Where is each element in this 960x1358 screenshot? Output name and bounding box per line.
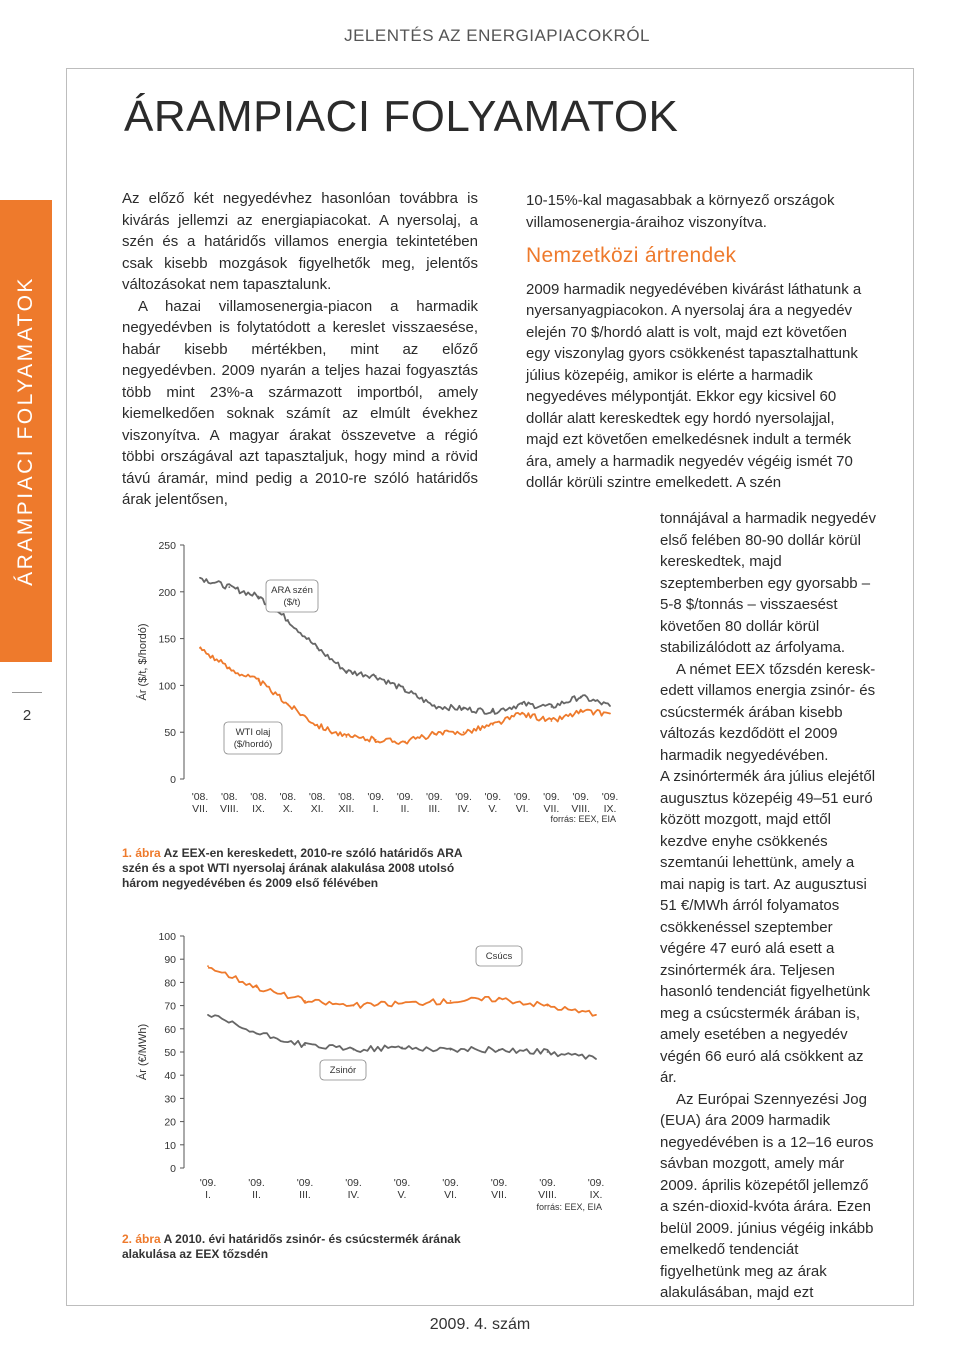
data-point — [463, 731, 465, 733]
data-point — [609, 705, 611, 707]
x-tick-label — [571, 791, 590, 815]
figure-2-caption-label: 2. ábra — [122, 1232, 161, 1246]
x-tick-year: '09. — [425, 791, 443, 803]
data-point — [498, 998, 500, 1000]
x-tick-label — [367, 791, 384, 815]
x-tick-month: VII. — [543, 803, 560, 815]
data-point — [551, 706, 553, 708]
x-tick-month: III. — [428, 803, 441, 815]
data-point — [580, 696, 582, 698]
data-point — [492, 724, 494, 726]
x-tick-year: '09. — [442, 1177, 459, 1189]
x-tick-month: I. — [372, 803, 379, 815]
section-heading: Nemzetközi ártrendek — [526, 244, 737, 267]
y-tick-label: 70 — [164, 1000, 176, 1013]
series-annotation-label: ($/hordó) — [233, 739, 273, 750]
data-point — [287, 703, 289, 705]
x-tick-month: IX. — [603, 803, 617, 815]
data-point — [498, 1049, 500, 1051]
series-line — [208, 968, 596, 1016]
y-tick-label: 0 — [170, 774, 176, 786]
x-tick-label — [602, 791, 619, 815]
data-point — [256, 986, 258, 988]
y-tick-label: 50 — [164, 1047, 176, 1059]
x-tick-year: '09. — [543, 791, 560, 803]
data-point — [401, 1002, 403, 1004]
x-tick-month: II. — [252, 1189, 261, 1201]
data-point — [287, 619, 289, 621]
x-tick-year: '09. — [396, 791, 414, 803]
x-tick-month: II. — [400, 803, 410, 815]
y-tick-label: 90 — [164, 954, 176, 967]
y-tick-label: 150 — [158, 633, 176, 646]
x-tick-year: '09. — [393, 1177, 411, 1189]
x-tick-label — [192, 791, 209, 815]
data-point — [595, 1058, 597, 1060]
data-point — [580, 711, 582, 713]
paragraph: 2009 harmadik negyedévében kivárást láthatunk a nyersanyagpiacokon. A nyersolaj ára a negyedév elején 70 $/hordó alatt is volt, majd ezt követően egy viszonylag gyors csökkenést tapasztalhattunk július közepéig, amikor is elérte a harmadik negyedéves mélypontját. Ekkor egy kicsivel 60 dollár alatt kereskedtek egy hordó nyersolajjal, majd ezt követően emelkedésnek indult a termék ára, amely a harmadik negyedév végéig ismét 70 dollár körüli szintre emelkedett. A szén — [526, 280, 862, 491]
data-point — [375, 739, 377, 741]
x-tick-label — [200, 1177, 217, 1201]
x-tick-year: '09. — [490, 1177, 508, 1189]
source-note: forrás: EEX, EIA — [550, 814, 616, 824]
page-number: 2 — [12, 692, 42, 724]
y-tick-label: 200 — [158, 586, 176, 599]
paragraph: Az Európai Szennyezési Jog (EUA) ára 2009 harmadik negyedévében is a 12–16 euros sávban mozgott, amely már 2009. április közepétől jellemző a szén-dioxid-kvóta árára. Ezen belül 2009. június végéig inkább emelkedő tendenciát figyelhetünk meg az árak alakulásában, majd ezt — [660, 1090, 874, 1301]
section-tab-label: ÁRAMPIACI FOLYAMATOK — [14, 276, 37, 586]
x-tick-label — [426, 791, 443, 815]
x-tick-year: '09. — [455, 791, 472, 803]
paragraph: A hazai villamosenergia-piacon a harmadik negyedévben is folytatódott a kereslet visszaesése, habár kisebb mértékben, mint az előző negyedévben. 2009 nyarán a teljes hazai fogyasztás több mint 23%-a származott importból, amely kiemelkedően soknak számít az elmúlt évekhez viszonyítva. A magyar árakat összevetve a régió többi országával azt tapasztaljuk, hogy mind a rövid távú áramár, mind pedig a 2010-re szóló határidős árak jelentősen, — [122, 297, 478, 508]
x-tick-label — [280, 791, 297, 815]
data-point — [256, 1033, 258, 1035]
x-tick-month: VII. — [192, 803, 208, 815]
figure-1-caption — [122, 846, 482, 891]
data-point — [304, 1000, 306, 1002]
x-tick-month: VI. — [444, 1189, 457, 1201]
y-tick-label: 100 — [158, 931, 176, 943]
x-tick-month: VIII. — [538, 1189, 557, 1201]
paragraph: tonnájával a harmadik negyedév első felében 80-90 dollár körül kereskedtek, majd szeptemberben egy gyorsabb – 5-8 $/tonnás – visszaesést követően 80 dollár körül stabilizálódott az árfolyama. — [660, 510, 876, 656]
data-point — [199, 577, 201, 579]
x-tick-label — [442, 1177, 459, 1201]
x-tick-label — [220, 791, 239, 815]
data-point — [258, 596, 260, 598]
data-point — [228, 586, 230, 588]
paragraph: A német EEX tőzsdén kereskedett villamos energia zsinór- és csúcstermék árában kisebb változás kezdődött el 2009 harmadik negyedévében. — [660, 660, 876, 764]
y-tick-label: 20 — [164, 1116, 176, 1129]
data-point — [609, 713, 611, 715]
figure-1-svg — [120, 520, 650, 830]
x-tick-month: IX. — [589, 1189, 603, 1201]
data-point — [463, 708, 465, 710]
x-tick-month: XII. — [338, 803, 355, 815]
paragraph: A zsinórtermék ára július elejétől augusztus közepéig 49–51 euró között mozgott, majd ettől kezdve enyhe csökkenés szemtanúi lehettünk, amely a mai napig is tart. Az augusztusi 51 €/MWh árról folyamatos csökkenéssel szeptember végére 47 euró alá esett a zsinórtermék ára. Teljesen hasonló tendenciát figyelhetünk meg a csúcstermék árában is, amely esetében a negyedév végén 66 euró alá csökkent az ár. — [660, 768, 876, 1086]
paragraph: Az előző két negyedévhez hasonlóan továbbra is kivárás jellemzi az energiapiacokat. A nyersolaj, a szén és a határidős villamos energia tekintetében csak kisebb mozgások figyelhetők meg, jelentős változásokat nem tapasztalunk. — [122, 190, 478, 293]
y-tick-label: 250 — [158, 540, 176, 552]
x-tick-month: VI. — [515, 803, 529, 815]
x-tick-year: '08. — [191, 791, 209, 803]
series-annotation-label: ARA szén — [271, 585, 313, 596]
x-tick-label — [309, 791, 326, 815]
series-line — [208, 1015, 596, 1059]
x-tick-label — [338, 791, 355, 815]
data-point — [207, 965, 209, 967]
section-tab-label-wrap — [0, 200, 52, 662]
x-tick-label — [297, 1177, 314, 1201]
source-note: forrás: EEX, EIA — [536, 1202, 602, 1212]
data-point — [304, 1044, 306, 1046]
x-tick-year: '09. — [199, 1177, 217, 1189]
left-column — [122, 188, 478, 511]
data-point — [547, 1005, 549, 1007]
figure-2-chart — [120, 920, 650, 1220]
series-annotation-label: ($/t) — [283, 597, 301, 608]
data-point — [346, 670, 348, 672]
x-tick-label — [397, 791, 414, 815]
data-point — [199, 647, 201, 649]
issue-footer: 2009. 4. szám — [429, 1316, 531, 1333]
data-point — [375, 675, 377, 677]
figure-1-chart — [120, 520, 650, 830]
x-tick-year: '09. — [587, 1177, 605, 1189]
data-point — [207, 1014, 209, 1016]
x-tick-label — [491, 1177, 508, 1201]
x-tick-month: VIII. — [219, 803, 239, 815]
x-tick-month: VII. — [491, 1189, 507, 1201]
x-tick-label — [455, 791, 472, 815]
x-tick-label — [514, 791, 531, 815]
y-tick-label: 40 — [164, 1070, 176, 1083]
x-tick-year: '09. — [345, 1177, 362, 1189]
data-point — [401, 1046, 403, 1048]
right-column-continued — [660, 508, 880, 1304]
x-tick-month: V. — [397, 1189, 407, 1201]
x-tick-year: '09. — [248, 1177, 265, 1189]
data-point — [492, 711, 494, 713]
x-tick-year: '08. — [250, 791, 267, 803]
x-tick-month: XI. — [310, 803, 324, 815]
y-tick-label: 0 — [170, 1163, 176, 1175]
data-point — [551, 720, 553, 722]
y-tick-label: 30 — [164, 1093, 176, 1106]
data-point — [521, 713, 523, 715]
data-point — [404, 689, 406, 691]
y-tick-label: 80 — [164, 977, 176, 990]
x-tick-label — [250, 791, 267, 815]
series-annotation-label: WTI olaj — [235, 727, 271, 738]
paragraph: 10-15%-kal magasabbak a környező országok villamosenergia-áraihoz viszonyítva. — [526, 192, 835, 231]
data-point — [353, 1049, 355, 1051]
publication-header: JELENTÉS AZ ENERGIAPIACOKRÓL — [344, 26, 650, 45]
data-point — [316, 724, 318, 726]
x-tick-month: IV. — [457, 803, 470, 815]
data-point — [228, 668, 230, 670]
y-axis-label: Ár ($/t, $/hordó) — [137, 623, 149, 701]
data-point — [547, 1051, 549, 1053]
x-tick-label — [248, 1177, 265, 1201]
data-point — [258, 680, 260, 682]
figure-2-svg — [120, 920, 650, 1220]
x-tick-year: '09. — [367, 791, 385, 803]
series-annotation-label: Zsinór — [329, 1065, 357, 1076]
x-tick-year: '09. — [572, 791, 590, 803]
x-tick-year: '08. — [220, 791, 238, 803]
y-tick-label: 60 — [164, 1023, 176, 1036]
data-point — [353, 1005, 355, 1007]
y-tick-label: 10 — [164, 1139, 176, 1152]
x-tick-year: '09. — [484, 791, 502, 803]
x-tick-label — [345, 1177, 362, 1201]
x-tick-year: '09. — [296, 1177, 314, 1189]
data-point — [433, 733, 435, 735]
right-column — [526, 190, 866, 494]
y-tick-label: 100 — [158, 680, 176, 693]
y-axis-label: Ár (€/MWh) — [137, 1023, 149, 1081]
x-tick-label — [538, 1177, 557, 1201]
figure-1-caption-text: Az EEX-en kereskedett, 2010-re szóló határidős ARA szén és a spot WTI nyersolaj árának alakulása 2008 utolsó három negyedévében és 2009 első félévében — [122, 846, 463, 890]
y-tick-label: 50 — [164, 727, 176, 740]
x-tick-year: '09. — [601, 791, 619, 803]
series-line — [200, 578, 610, 714]
x-tick-label — [394, 1177, 411, 1201]
data-point — [404, 741, 406, 743]
x-tick-month: I. — [205, 1189, 211, 1201]
x-tick-month: X. — [282, 803, 293, 815]
series-annotation-label: Csúcs — [485, 951, 513, 962]
figure-1-caption-label: 1. ábra — [122, 846, 161, 860]
data-point — [450, 1049, 452, 1051]
x-tick-label — [588, 1177, 605, 1201]
data-point — [316, 647, 318, 649]
figure-2-caption — [122, 1232, 482, 1262]
x-tick-month: IX. — [252, 803, 265, 815]
x-tick-year: '09. — [513, 791, 531, 803]
figure-2-caption-text: A 2010. évi határidős zsinór- és csúcstermék árának alakulása az EEX tőzsdén — [122, 1232, 461, 1261]
x-tick-month: VIII. — [571, 803, 591, 815]
x-tick-label — [485, 791, 502, 815]
data-point — [450, 1000, 452, 1002]
data-point — [433, 705, 435, 707]
x-tick-month: IV. — [347, 1189, 360, 1201]
data-point — [595, 1014, 597, 1016]
x-tick-year: '08. — [338, 791, 355, 803]
x-tick-label — [543, 791, 560, 815]
x-tick-year: '09. — [539, 1177, 556, 1189]
page-title: ÁRAMPIACI FOLYAMATOK — [124, 92, 679, 141]
x-tick-year: '08. — [279, 791, 297, 803]
data-point — [521, 703, 523, 705]
data-point — [346, 736, 348, 738]
x-tick-month: V. — [488, 803, 498, 815]
x-tick-year: '08. — [308, 791, 326, 803]
x-tick-month: III. — [299, 1189, 311, 1201]
